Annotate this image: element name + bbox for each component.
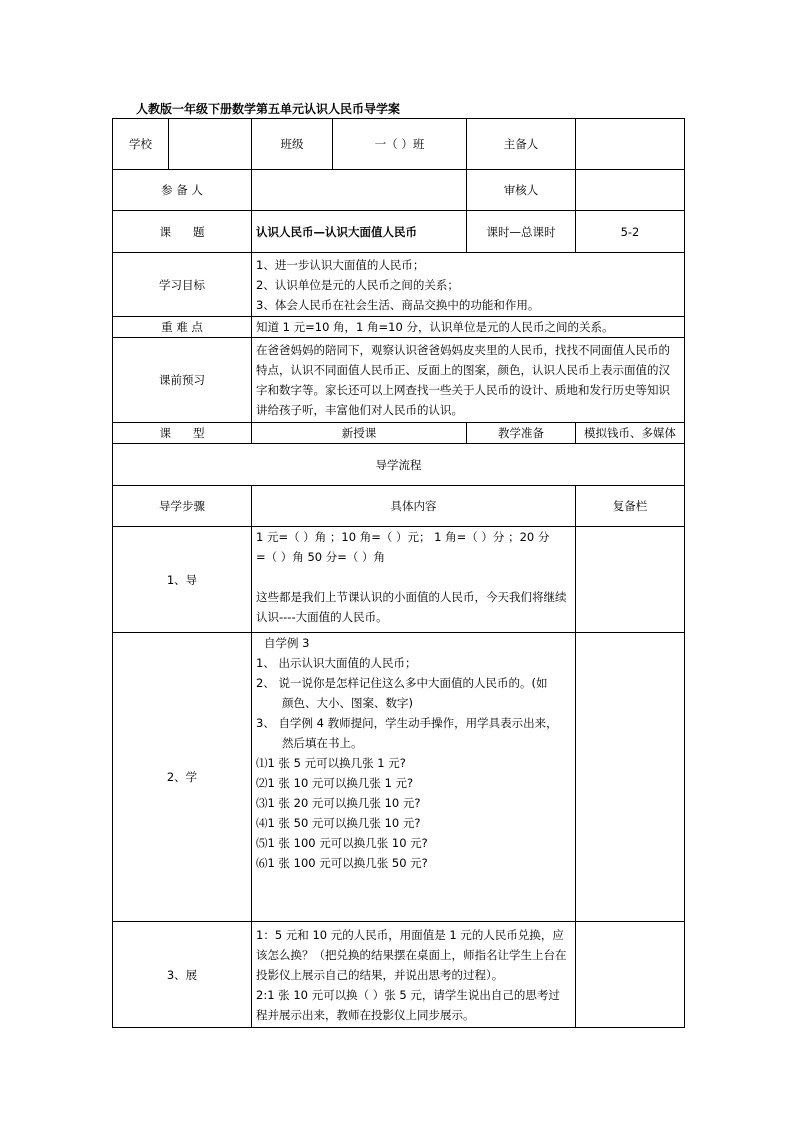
step2-question: ⑹1 张 100 元可以换几张 50 元? <box>256 856 428 870</box>
header-row-topic <box>113 211 685 253</box>
preparer-label: 主备人 <box>467 119 576 170</box>
lesson-label: 课时—总课时 <box>467 211 576 253</box>
topic-value: 认识人民币—认识大面值人民币 <box>252 211 467 253</box>
step2-question: ⑷1 张 50 元可以换几张 10 元? <box>256 816 421 830</box>
step3-paragraph: 1：5 元和 10 元的人民币，用面值是 1 元的人民币兑换，应该怎么换？（把兑换的结果摆在桌面上，师指名让学生上台在投影仪上展示自己的结果，并说出思考的过程）。 <box>256 927 567 982</box>
step2-item: 3、 自学例 4 教师提问，学生动手操作，用学具表示出来， <box>256 716 558 730</box>
goal-item: 1、进一步认识大面值的人民币； <box>256 257 425 272</box>
preview-row <box>113 338 685 423</box>
document-title: 人教版一年级下册数学第五单元认识人民币导学案 <box>136 102 401 116</box>
step1-name: 1、导 <box>113 527 252 633</box>
col-step-header: 导学步骤 <box>113 486 252 527</box>
goals-row <box>113 253 685 317</box>
lesson-plan-table <box>112 118 685 1028</box>
goal-item: 2、认识单位是元的人民币之间的关系； <box>256 277 459 292</box>
step2-item: 2、 说一说你是怎样记住这么多中大面值的人民币的。(如 <box>256 676 548 690</box>
flow-title-row <box>113 444 685 486</box>
header-row-participants <box>113 170 685 211</box>
lesson-type-label: 课 型 <box>113 423 252 444</box>
step2-notes <box>576 633 685 922</box>
step1-line: =（ ）角 50 分=（ ）角 <box>256 550 386 564</box>
goal-item: 3、体会人民币在社会生活、商品交换中的功能和作用。 <box>256 297 540 312</box>
flow-title: 导学流程 <box>113 444 685 486</box>
step-row-study <box>113 633 685 922</box>
goals-label: 学习目标 <box>113 253 252 317</box>
class-label: 班级 <box>252 119 333 170</box>
preview-text: 在爸爸妈妈的陪同下，观察认识爸爸妈妈皮夹里的人民币，找找不同面值人民币的特点，认识不同面值人民币正、反面上的图案，颜色，认识人民币上表示面值的汉字和数字等。家长还可以上网查找一些关于人民币的设计、质地和发行历史等知识讲给孩子听，丰富他们对人民币的认识。 <box>252 338 685 423</box>
school-value <box>169 119 252 170</box>
reviewer-value <box>576 170 685 211</box>
step3-paragraph: 2:1 张 10 元可以换（ ）张 5 元，请学生说出自己的思考过程并展示出来，教师在投影仪上同步展示。 <box>256 987 560 1022</box>
key-points-row <box>113 317 685 338</box>
prep-label: 教学准备 <box>467 423 576 444</box>
key-points-text: 知道 1 元=10 角，1 角=10 分，认识单位是元的人民币之间的关系。 <box>252 317 685 338</box>
participants-value <box>252 170 467 211</box>
flow-header-row <box>113 486 685 527</box>
step2-question: ⑸1 张 100 元可以换几张 10 元? <box>256 836 428 850</box>
step2-question: ⑴1 张 5 元可以换几张 1 元? <box>256 756 406 770</box>
lesson-type-value: 新授课 <box>252 423 467 444</box>
school-label: 学校 <box>113 119 169 170</box>
step1-content <box>252 527 576 633</box>
step3-notes <box>576 922 685 1028</box>
preparer-value <box>576 119 685 170</box>
prep-value: 模拟钱币、多媒体 <box>576 423 685 444</box>
class-value: 一（ ）班 <box>333 119 467 170</box>
col-content-header: 具体内容 <box>252 486 576 527</box>
step1-text: 这些都是我们上节课认识的小面值的人民币，今天我们将继续认识----大面值的人民币。 <box>256 590 567 624</box>
step3-content <box>252 922 576 1028</box>
topic-label: 课 题 <box>113 211 252 253</box>
step1-line: 1 元=（ ）角 ；10 角=（ ）元； 1 角=（ ）分 ；20 分 <box>256 530 550 544</box>
header-row-school <box>113 119 685 170</box>
step2-item: 然后填在书上。 <box>282 736 363 750</box>
step2-question: ⑶1 张 20 元可以换几张 10 元? <box>256 796 421 810</box>
step1-notes <box>576 527 685 633</box>
participants-label: 参 备 人 <box>113 170 252 211</box>
lesson-type-row <box>113 423 685 444</box>
preview-label: 课前预习 <box>113 338 252 423</box>
reviewer-label: 审核人 <box>467 170 576 211</box>
step-row-guide <box>113 527 685 633</box>
step-row-show <box>113 922 685 1028</box>
step2-item: 颜色、大小、图案、数字) <box>282 696 413 710</box>
step2-item: 1、 出示认识大面值的人民币； <box>256 656 417 670</box>
step3-name: 3、展 <box>113 922 252 1028</box>
goals-content <box>252 253 685 317</box>
col-notes-header: 复备栏 <box>576 486 685 527</box>
step2-question: ⑵1 张 10 元可以换几张 1 元? <box>256 776 414 790</box>
lesson-value: 5-2 <box>576 211 685 253</box>
step2-content <box>252 633 576 922</box>
step2-name: 2、学 <box>113 633 252 922</box>
step2-heading: 自学例 3 <box>264 636 310 650</box>
key-points-label: 重 难 点 <box>113 317 252 338</box>
